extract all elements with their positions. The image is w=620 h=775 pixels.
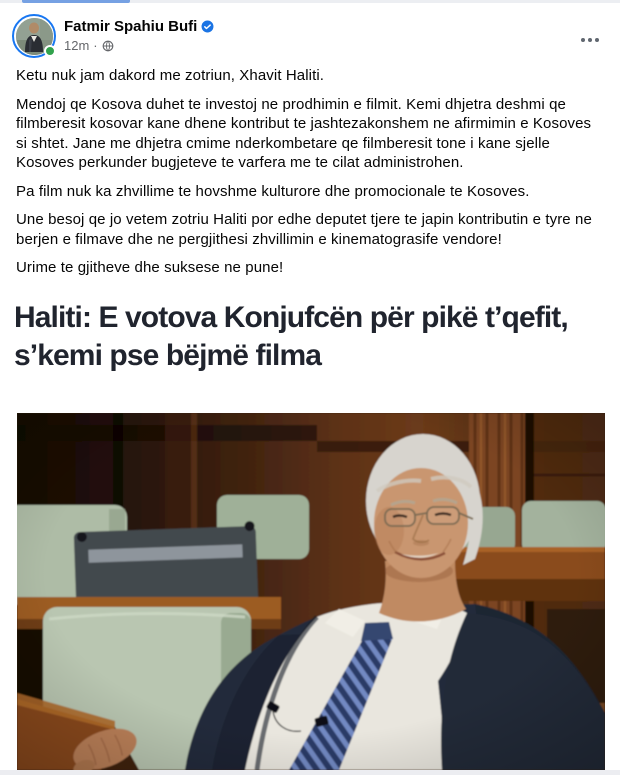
parliament-scene (17, 413, 605, 770)
avatar[interactable] (12, 14, 56, 58)
post-header (0, 0, 620, 58)
online-dot (44, 45, 56, 57)
post-menu-button[interactable] (574, 26, 606, 54)
post-text (0, 58, 620, 278)
ellipsis-icon-dot (595, 38, 599, 42)
author-name[interactable]: Fatmir Spahiu Bufi (64, 18, 198, 35)
globe-icon (102, 40, 114, 52)
ellipsis-icon-dot (588, 38, 592, 42)
post-footer-divider (0, 770, 620, 775)
post-paragraph: Mendoj qe Kosova duhet te investoj ne prodhimin e filmit. Kemi dhjetra deshmi qe filmberesit kosovar kane dhene kontribut te jashtezakonshem ne afirmimin e Kosoves si shtet. Jane me dhjetra cmime nderkombetare qe filmberesit tone i kane sjelle Kosoves perkunder bugjeteve te varfera me te cilat administrohen. (16, 95, 592, 171)
verified-badge-icon (201, 20, 214, 33)
ellipsis-icon (581, 38, 585, 42)
timestamp[interactable]: 12m (64, 38, 90, 53)
post-paragraph: Ketu nuk jam dakord me zotriun, Xhavit Haliti. (16, 67, 325, 84)
meta-separator: · (93, 38, 98, 53)
article-photo[interactable] (17, 413, 605, 770)
post-paragraph: Pa film nuk ka zhvillime te hovshme kulturore dhe promocionale te Kosoves. (16, 182, 530, 200)
article-headline: Haliti: E votova Konjufcën për pikë t’qefit, s’kemi pse bëjmë filma (14, 300, 568, 372)
post-paragraph: Une besoj qe jo vetem zotriu Haliti por edhe deputet tjere te japin kontributin e tyre ne berjen e filmave dhe ne pergjithesi zhvillimin e kinematograsife vendore! (16, 211, 592, 248)
post-paragraph: Urime te gjitheve dhe suksese ne pune! (16, 259, 284, 276)
